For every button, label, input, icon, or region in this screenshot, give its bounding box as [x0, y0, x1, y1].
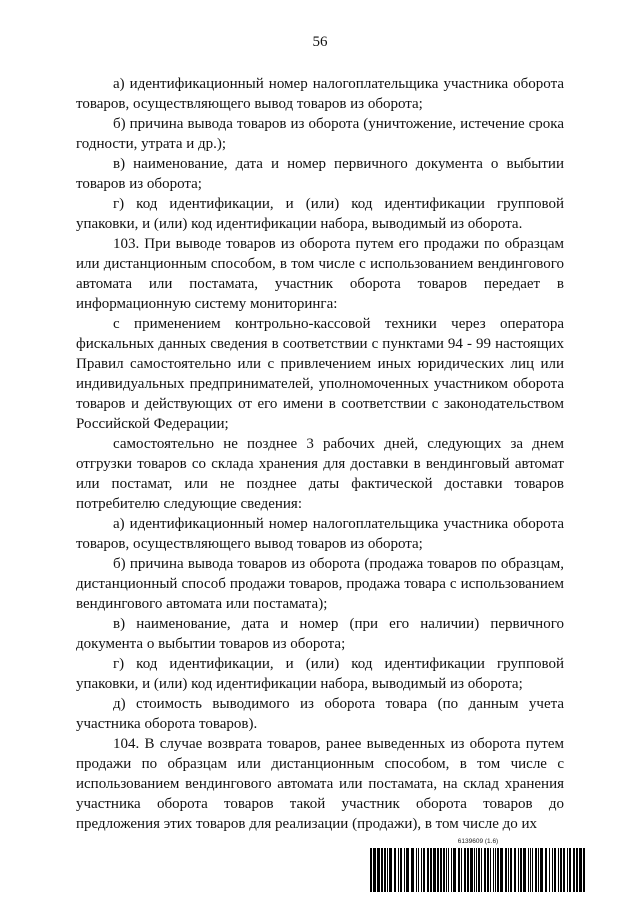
paragraph-103-list-d: д) стоимость выводимого из оборота товара (по данным учета участника оборота товаров). — [76, 696, 564, 732]
paragraph-103-self: самостоятельно не позднее 3 рабочих дней, следующих за днем отгрузки товаров со склада хранения для доставки в вендинговый автомат или постамат, или не позднее даты фактической доставки товаров потребителю следующие сведения: — [76, 436, 564, 512]
barcode-icon — [370, 848, 586, 892]
paragraph-103-b: б) причина вывода товаров из оборота (уничтожение, истечение срока годности, утрата и др.); — [76, 116, 564, 152]
paragraph-103-list-b: б) причина вывода товаров из оборота (продажа товаров по образцам, дистанционный способ продажи товаров, продажа товара с использованием вендингового автомата или постамата); — [76, 556, 564, 612]
paragraph-103-list-v: в) наименование, дата и номер (при его наличии) первичного документа о выбытии товаров из оборота; — [76, 616, 564, 652]
paragraph-103-v: в) наименование, дата и номер первичного документа о выбытии товаров из оборота; — [76, 156, 564, 192]
paragraph-103-a: а) идентификационный номер налогоплательщика участника оборота товаров, осуществляющего вывод товаров из оборота; — [76, 76, 564, 112]
document-body — [76, 74, 564, 834]
paragraph-103-g: г) код идентификации, и (или) код идентификации групповой упаковки, и (или) код идентификации набора, выводимый из оборота. — [76, 196, 564, 232]
document-code-block — [370, 838, 586, 892]
paragraph-103-cash: с применением контрольно-кассовой техники через оператора фискальных данных сведения в соответствии с пунктами 94 - 99 настоящих Правил самостоятельно или с привлечением иных юридических лиц или индивидуальных предпринимателей, уполномоченных участником оборота товаров и действующих от его имени в соответствии с законодательством Российской Федерации; — [76, 316, 564, 432]
paragraph-103-list-a: а) идентификационный номер налогоплательщика участника оборота товаров, осуществляющего вывод товаров из оборота; — [76, 516, 564, 552]
paragraph-103: 103. При выводе товаров из оборота путем его продажи по образцам или дистанционным способом, в том числе с использованием вендингового автомата или постамата, участник оборота товаров передает в информационную систему мониторинга: — [76, 236, 564, 312]
document-code: 6139609 (1.6) — [457, 838, 499, 845]
paragraph-103-list-g: г) код идентификации, и (или) код идентификации групповой упаковки, и (или) код идентификации набора, выводимый из оборота; — [76, 656, 564, 692]
paragraph-104: 104. В случае возврата товаров, ранее выведенных из оборота путем продажи по образцам или дистанционным способом, в том числе с использованием вендингового автомата или постамата, на склад хранения участника оборота товаров такой участник оборота товаров до предложения этих товаров для реализации (продажи), в том числе до их — [76, 736, 564, 832]
page-number: 56 — [312, 34, 328, 50]
